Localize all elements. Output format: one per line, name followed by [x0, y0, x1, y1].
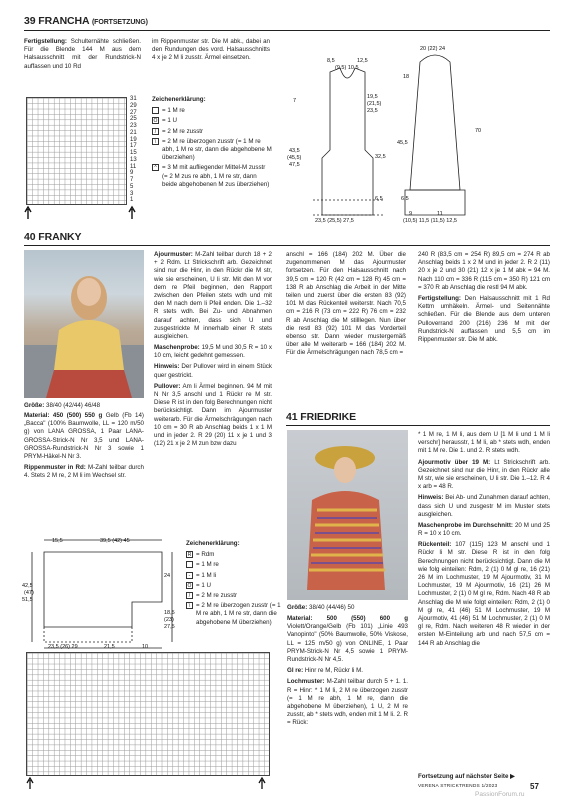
franky-material: Material: 450 (500) 550 g Gelb (Fb 14) „Bacca" (100% Baumwolle, LL = 120 m/50 g) von LANA GROSSA, 1 Paar LANA-GROSSA-Strick-N Nr 3,5 und LANA-GROSSA-Rundstrick-N Nr 3 sowie 1 PRYM-Häkel-N Nr 3. Rippenmuster in Rd: M-Zahl teilbar durch 4. Stets 2 M re, 2 M li im Wechsel str. [24, 412, 144, 480]
franky-col4: 240 R (83,5 cm = 254 R) 89,5 cm = 274 R ab Anschlag beids 1 x 2 M und in jeder 2. R 2 (11) 20 x je 2 und 30 (21) 12 x je 1 M abk = 94 M. Nach 110 cm = 336 R (115 cm = 350 R) 121 cm = 370 R ab Anschlag die restl 94 M abk. Fertigstellung: Den Halsausschnitt mit 1 Rd Kettm umhäkeln. Ärmel- und Seitennähte schließen. Für die Blende aus dem unteren Pulloverrand 200 (216) 236 M mit der Rundstrick-N auffassen und 5,5 cm im Rippenmuster str. Die M abk. [418, 251, 550, 343]
francha-schematics [285, 40, 550, 225]
divider [286, 425, 550, 426]
svg-text:70: 70 [475, 128, 482, 134]
svg-text:11: 11 [437, 211, 443, 217]
svg-text:9: 9 [409, 211, 413, 217]
francha-row-numbers: 31 29 27 25 23 21 19 17 15 13 11 9 7 5 3 1 [130, 96, 137, 204]
svg-text:23,5: 23,5 [367, 108, 378, 114]
svg-text:8,5: 8,5 [327, 58, 335, 64]
continue-note: Fortsetzung auf nächster Seite ▶ [418, 773, 515, 780]
svg-text:23,5 (26) 29: 23,5 (26) 29 [48, 644, 78, 650]
svg-text:18: 18 [403, 74, 410, 80]
franky-knit-chart [26, 652, 270, 776]
svg-text:24: 24 [164, 573, 171, 579]
svg-text:43,5: 43,5 [289, 148, 300, 154]
svg-text:(9,5) 10,5: (9,5) 10,5 [335, 65, 359, 71]
svg-text:7: 7 [293, 98, 297, 104]
svg-text:12,5: 12,5 [357, 58, 368, 64]
franky-schematic [22, 532, 182, 652]
svg-text:(10,5) 11,5 (11,5) 12,5: (10,5) 11,5 (11,5) 12,5 [403, 218, 457, 224]
section-heading-franky: 40 FRANKY [24, 231, 82, 243]
page-number: 57 [530, 782, 539, 791]
magazine-name: VERENA STRICKTRENDS 1/2023 [418, 784, 498, 789]
svg-text:45,5: 45,5 [397, 140, 408, 146]
svg-text:42,5: 42,5 [22, 583, 33, 589]
svg-text:32,5: 32,5 [375, 154, 386, 160]
friedrike-size: Größe: 38/40 (44/46) 50 [287, 604, 355, 611]
svg-text:47,5: 47,5 [289, 162, 300, 168]
francha-fertig-cont: im Rippenmuster str. Die M abk., dabei an den Rundungen des vord. Halsausschnitts 4 x je 2 M li zusstr. Ärmel einsetzen. [152, 38, 270, 62]
svg-text:18,5: 18,5 [164, 610, 175, 616]
friedrike-col1: Material: 500 (550) 600 g Violett/Orange/Gelb (Fb 101) „Linie 493 Vanopinto" (50% Baumwolle, 50% Viskose, LL = 125 m/50 g) von ONLINE, 1 Paar PRYM-Strick-N Nr 4,5 sowie 1 PRYM-Rundstrick-N Nr 4,5. Gl re: Hinr re M, Rückr li M. Lochmuster: M-Zahl teilbar durch 5 + 1. 1. R = Hinr: * 1 M li, 2 M re überzogen zusstr (= 1 M re abh, 1 M re, dann die abgehobene M überziehen), 1 U, 2 M re zusstr, ab * stets wdh, enden mit 1 M li. 2. R = Rück: [287, 615, 408, 727]
svg-text:27,5: 27,5 [164, 624, 175, 630]
divider [24, 245, 550, 246]
section-heading-friedrike: 41 FRIEDRIKE [286, 411, 356, 423]
svg-text:19,5: 19,5 [367, 94, 378, 100]
svg-text:6,5: 6,5 [401, 196, 409, 202]
svg-text:51,5: 51,5 [22, 597, 33, 603]
svg-text:15,5: 15,5 [52, 538, 63, 544]
franky-legend: Zeichenerklärung: R = Rdm = 1 M re - = 1 M li O = 1 U / = 2 M re zusstr \ = 2 M re überzogen zusstr (= 1 M re abh, 1 M re str, dann die abgehobene M überziehen) [186, 540, 281, 626]
franky-size: Größe: 38/40 (42/44) 46/48 [24, 402, 101, 409]
svg-text:(47): (47) [24, 590, 34, 596]
svg-text:(45,5): (45,5) [287, 155, 302, 161]
watermark: PassionForum.ru [475, 791, 525, 798]
svg-text:6,5: 6,5 [375, 196, 383, 202]
franky-col2: Ajourmuster: M-Zahl teilbar durch 18 + 2 + 2 Rdm. Lt Strickschrift arb. Gezeichnet sind nur die Hinr, in den Rückr die M str, wie sie erscheinen, U li str. Mit den M vor dem re Pfeil beginnen, den Rapport zwischen den Pfeilen stets wdh und mit den M nach dem li Pfeil enden. Die 1.–32 R stets wdh. Bei Zu- und Abnahmen darauf achten, dass sich U und zusgestrickte M innerhalb einer R stets ausgleichen. Maschenprobe: 19,5 M und 30,5 R = 10 x 10 cm, leicht gedehnt gemessen. Hinweis: Der Pullover wird in einem Stück quer gestrickt. Pullover: Am li Ärmel beginnen. 94 M mit N Nr 3,5 anschl und 1 Rückr re M str. Diese R ist in den folg Berechnungen nicht berücksichtigt. Dann im Ajourmuster weiterarb. Für die Ärmelschrägungen nach 10 cm = 30 R ab Anschlag beids 1 x 1 M und in jeder 2. R 29 (20) 11 x je 1 und 3 (12) 21 x je 2 M zun bzw dazu [154, 251, 272, 448]
divider [24, 30, 550, 31]
francha-knit-chart [26, 97, 127, 205]
svg-text:23,5 (25,5) 27,5: 23,5 (25,5) 27,5 [315, 218, 354, 224]
svg-text:20 (22) 24: 20 (22) 24 [420, 46, 446, 52]
franky-col3: anschl = 166 (184) 202 M. Über die zugenommenen M das Ajourmuster fortsetzen. Für den Halsausschnitt nach 39,5 cm = 120 R (42 cm = 128 R) 45 cm = 138 R ab Anschlag die Arbeit in der Mitte teilen und zuerst über die ersten 83 (92) 101 M das Rückenteil weiterstr. Nach 70,5 cm = 216 R (73 cm = 222 R) 76 cm = 232 R ab Anschlag die M stilllegen. Nun über die restl 83 (92) 101 M das Vorderteil ebenso str. Dann wieder mustergemäß über alle M weiterarb = 166 (184) 202 M. Für die Ärmelschrägungen nach 78,5 cm = [286, 251, 406, 357]
friedrike-photo [287, 430, 408, 600]
francha-fertig: Fertigstellung: Schulternähte schließen. Für die Blende 144 M aus dem Halsausschnitt mit der Rundstrick-N auffassen und 10 Rd [24, 38, 141, 70]
francha-legend: Zeichenerklärung: = 1 M re O = 1 U / = 2 M re zusstr \ = 2 M re überzogen zusstr (= 1 M re abh, 1 M re str, dann die abgehobene M überziehen) ^ = 3 M mit aufliegender Mittel-M zusstr (= 2 M zus re abh, 1 M re str, dann beide abgehobenen M zus überziehen) [152, 96, 272, 188]
friedrike-col2: * 1 M re, 1 M li, aus dem U [1 M li und 1 M li verschr] herausstr, 1 M li, ab * stets wdh, enden mit 1 M re. Die 1. und 2. R stets wdh. Ajourmotiv über 19 M: Lt Strickschrift arb. Gezeichnet sind nur die Hinr, in den Rückr alle M str, wie sie erscheinen, U li str. Die 1.–12. R 4 x arb = 48 R. Hinweis: Bei Ab- und Zunahmen darauf achten, dass sich U und zusgestr M im Muster stets ausgleichen. Maschenprobe im Durchschnitt: 20 M und 25 R = 10 x 10 cm. Rückenteil: 107 (115) 123 M anschl und 1 Rückr li M str. Diese R ist in den folg Berechnungen nicht berücksichtigt. Dann die M wie folg einteilen: Rdm, 2 (1) 0 M gl re, 16 (21) 26 M im Lochmuster, 19 M Ajourmotiv, 31 M Lochmuster, 19 M Ajourmotiv, 16 (21) 26 M Lochmuster, 2 (1) 0 M gl re, Rdm. Nach 48 R ab Anschlag die M wie folgt einteilen: Rdm, 2 (1) 0 M gl re, 41 (46) 51 M Lochmuster, 19 M Ajourmotiv, 41 (46) 51 M Lochmuster, 2 (1) 0 M gl re, Rdm. Nach weiteren 48 R wieder in der ersten M-Einteilung arb und nach 57,5 cm = 144 R ab Anschlag die [418, 431, 550, 647]
svg-text:(23): (23) [164, 617, 174, 623]
svg-text:21,5: 21,5 [104, 644, 115, 650]
svg-text:(21,5): (21,5) [367, 101, 382, 107]
franky-arrows [22, 776, 274, 790]
svg-text:39,5 (42) 45: 39,5 (42) 45 [100, 538, 130, 544]
section-heading-francha: 39 FRANCHA (FORTSETZUNG) [24, 15, 148, 27]
svg-text:10: 10 [142, 644, 149, 650]
francha-arrows [20, 205, 145, 221]
franky-photo [24, 250, 144, 398]
